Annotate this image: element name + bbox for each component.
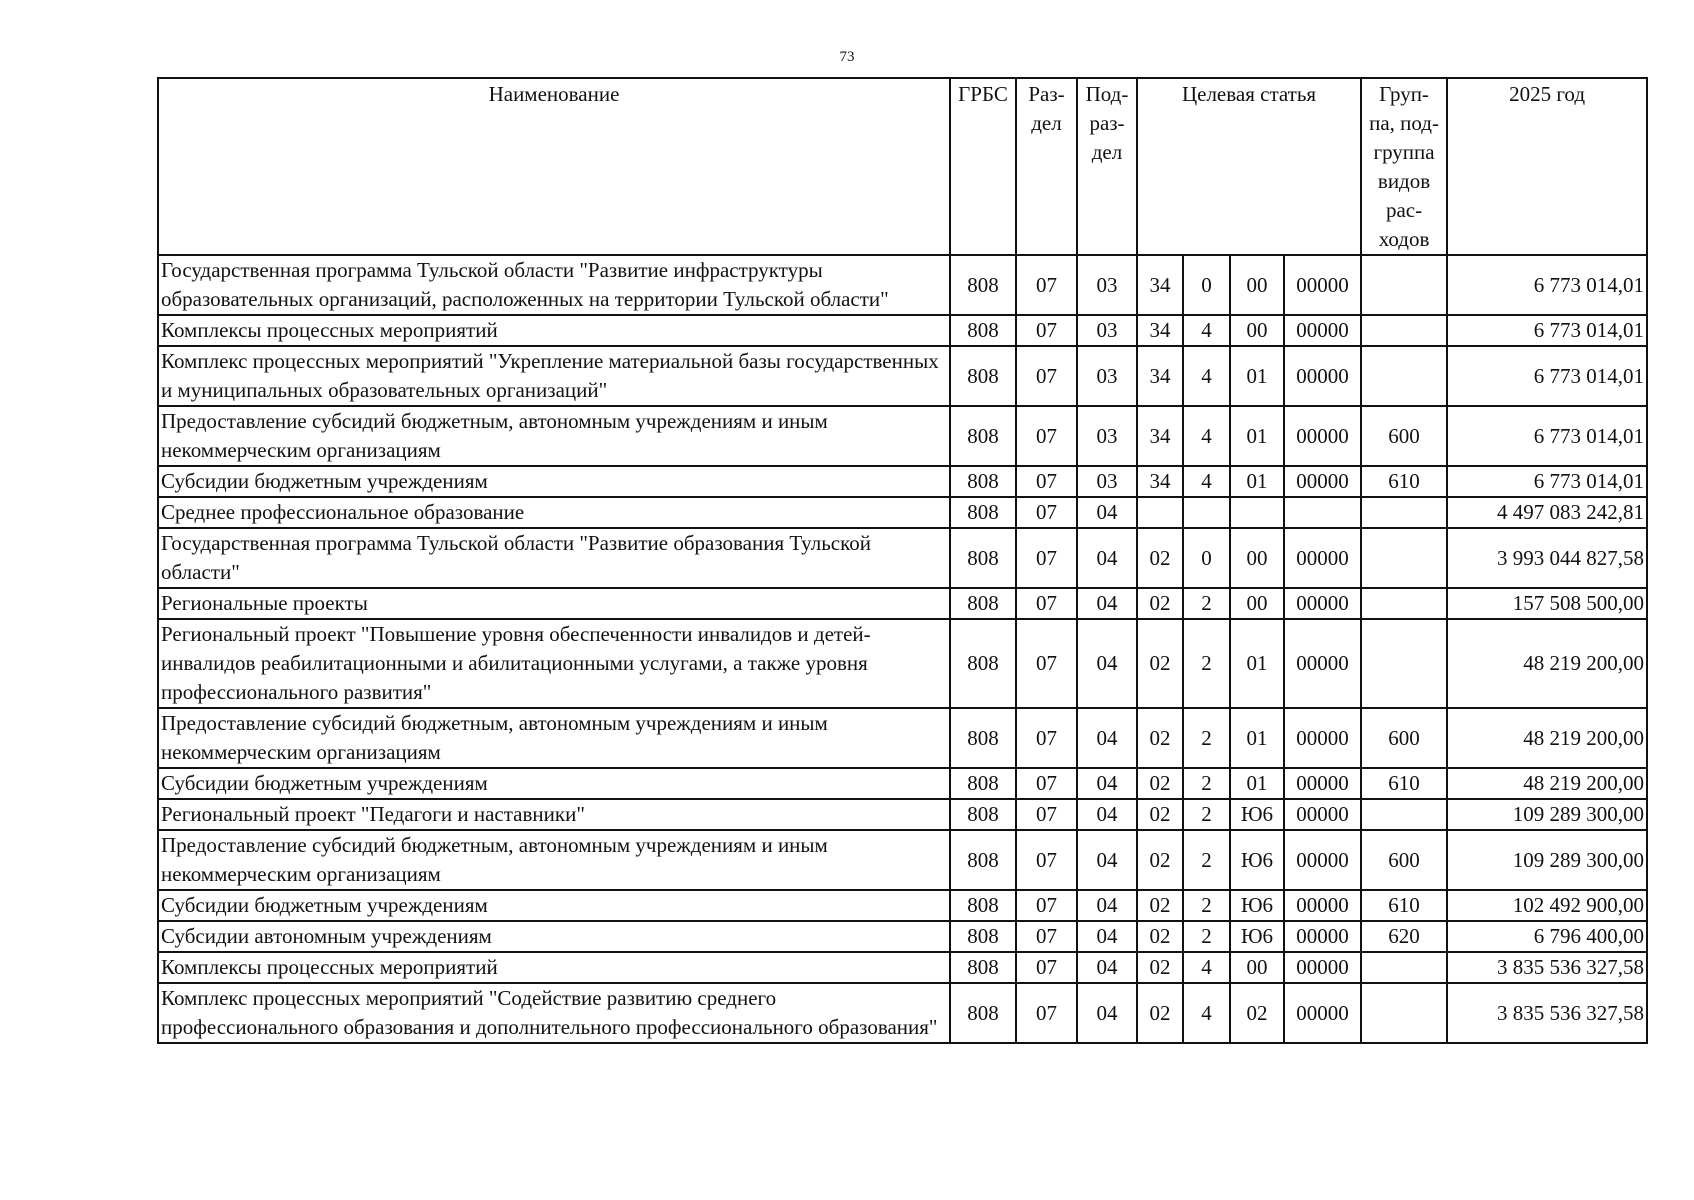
table-row (158, 830, 1647, 890)
row-razdel: 07 (1016, 768, 1077, 799)
row-target-direction: 00000 (1284, 830, 1361, 890)
row-podrazdel: 04 (1077, 497, 1137, 528)
row-podrazdel: 04 (1077, 799, 1137, 830)
row-razdel: 07 (1016, 255, 1077, 315)
row-target-program: 02 (1137, 952, 1183, 983)
row-target-type: 4 (1183, 315, 1230, 346)
row-target-program: 34 (1137, 315, 1183, 346)
row-target-direction: 00000 (1284, 406, 1361, 466)
row-amount: 6 773 014,01 (1447, 346, 1647, 406)
row-podrazdel: 04 (1077, 952, 1137, 983)
row-target-element: Ю6 (1230, 921, 1284, 952)
row-target-direction: 00000 (1284, 528, 1361, 588)
row-target-direction: 00000 (1284, 768, 1361, 799)
row-podrazdel: 04 (1077, 588, 1137, 619)
row-target-direction: 00000 (1284, 619, 1361, 708)
row-name: Субсидии бюджетным учреждениям (158, 466, 950, 497)
row-target-program: 02 (1137, 588, 1183, 619)
row-amount: 3 835 536 327,58 (1447, 983, 1647, 1043)
table-row (158, 466, 1647, 497)
row-target-type: 2 (1183, 708, 1230, 768)
row-target-type: 2 (1183, 619, 1230, 708)
row-target-program: 02 (1137, 921, 1183, 952)
table-row (158, 406, 1647, 466)
row-name: Региональные проекты (158, 588, 950, 619)
row-name: Субсидии бюджетным учреждениям (158, 890, 950, 921)
row-razdel: 07 (1016, 890, 1077, 921)
row-podrazdel: 04 (1077, 983, 1137, 1043)
row-target-program: 02 (1137, 768, 1183, 799)
row-target-program: 02 (1137, 890, 1183, 921)
row-name: Комплекс процессных мероприятий "Укрепление материальной базы государственных и муниципальных образовательных организаций" (158, 346, 950, 406)
row-expense-group (1361, 619, 1447, 708)
row-name: Государственная программа Тульской области "Развитие инфраструктуры образовательных организаций, расположенных на территории Тульской области" (158, 255, 950, 315)
row-grbs: 808 (950, 528, 1016, 588)
row-target-direction: 00000 (1284, 890, 1361, 921)
table-row (158, 619, 1647, 708)
row-name: Среднее профессиональное образование (158, 497, 950, 528)
row-razdel: 07 (1016, 952, 1077, 983)
table-row (158, 983, 1647, 1043)
row-podrazdel: 04 (1077, 708, 1137, 768)
row-target-type: 2 (1183, 830, 1230, 890)
row-name: Предоставление субсидий бюджетным, автономным учреждениям и иным некоммерческим организациям (158, 708, 950, 768)
row-grbs: 808 (950, 708, 1016, 768)
row-podrazdel: 03 (1077, 466, 1137, 497)
row-target-program: 34 (1137, 406, 1183, 466)
row-target-type: 0 (1183, 255, 1230, 315)
row-expense-group (1361, 528, 1447, 588)
header-grbs: ГРБС (950, 78, 1016, 255)
table-row (158, 890, 1647, 921)
row-amount: 102 492 900,00 (1447, 890, 1647, 921)
row-podrazdel: 03 (1077, 255, 1137, 315)
row-razdel: 07 (1016, 528, 1077, 588)
row-grbs: 808 (950, 466, 1016, 497)
header-name: Наименование (158, 78, 950, 255)
row-expense-group (1361, 255, 1447, 315)
row-target-type: 2 (1183, 890, 1230, 921)
table-row (158, 255, 1647, 315)
row-target-type: 2 (1183, 588, 1230, 619)
row-grbs: 808 (950, 799, 1016, 830)
row-grbs: 808 (950, 588, 1016, 619)
row-podrazdel: 03 (1077, 346, 1137, 406)
header-podrazdel: Под- раз- дел (1077, 78, 1137, 255)
table-row (158, 315, 1647, 346)
row-target-type: 4 (1183, 406, 1230, 466)
row-target-element: 00 (1230, 255, 1284, 315)
table-row (158, 588, 1647, 619)
row-expense-group (1361, 799, 1447, 830)
row-target-element: Ю6 (1230, 890, 1284, 921)
row-target-element: 01 (1230, 466, 1284, 497)
row-target-direction: 00000 (1284, 588, 1361, 619)
row-target-element: 00 (1230, 315, 1284, 346)
row-expense-group: 620 (1361, 921, 1447, 952)
row-grbs: 808 (950, 346, 1016, 406)
row-target-direction: 00000 (1284, 952, 1361, 983)
row-expense-group (1361, 983, 1447, 1043)
row-target-direction: 00000 (1284, 346, 1361, 406)
row-name: Субсидии автономным учреждениям (158, 921, 950, 952)
row-amount: 48 219 200,00 (1447, 768, 1647, 799)
row-razdel: 07 (1016, 830, 1077, 890)
row-expense-group (1361, 497, 1447, 528)
header-target-article: Целевая статья (1137, 78, 1361, 255)
row-amount: 109 289 300,00 (1447, 830, 1647, 890)
row-podrazdel: 04 (1077, 921, 1137, 952)
table-row (158, 768, 1647, 799)
row-podrazdel: 03 (1077, 315, 1137, 346)
row-target-direction: 00000 (1284, 708, 1361, 768)
table-row (158, 528, 1647, 588)
row-razdel: 07 (1016, 708, 1077, 768)
row-grbs: 808 (950, 921, 1016, 952)
table-row (158, 952, 1647, 983)
header-razdel: Раз- дел (1016, 78, 1077, 255)
row-target-direction: 00000 (1284, 466, 1361, 497)
row-grbs: 808 (950, 890, 1016, 921)
row-target-program: 34 (1137, 346, 1183, 406)
row-grbs: 808 (950, 768, 1016, 799)
row-amount: 109 289 300,00 (1447, 799, 1647, 830)
row-target-element: 01 (1230, 768, 1284, 799)
row-target-program: 02 (1137, 799, 1183, 830)
row-razdel: 07 (1016, 921, 1077, 952)
row-podrazdel: 04 (1077, 830, 1137, 890)
row-target-direction: 00000 (1284, 255, 1361, 315)
row-target-program: 02 (1137, 619, 1183, 708)
row-target-direction: 00000 (1284, 921, 1361, 952)
row-target-type: 4 (1183, 466, 1230, 497)
header-year-2025: 2025 год (1447, 78, 1647, 255)
row-amount: 6 773 014,01 (1447, 255, 1647, 315)
row-grbs: 808 (950, 406, 1016, 466)
row-target-element: 01 (1230, 708, 1284, 768)
row-target-program: 02 (1137, 708, 1183, 768)
row-target-type: 2 (1183, 921, 1230, 952)
row-target-type: 0 (1183, 528, 1230, 588)
row-target-element: 00 (1230, 588, 1284, 619)
row-name: Предоставление субсидий бюджетным, автономным учреждениям и иным некоммерческим организациям (158, 830, 950, 890)
row-name: Комплексы процессных мероприятий (158, 315, 950, 346)
row-podrazdel: 03 (1077, 406, 1137, 466)
row-target-direction: 00000 (1284, 983, 1361, 1043)
row-name: Государственная программа Тульской области "Развитие образования Тульской области" (158, 528, 950, 588)
row-target-element: Ю6 (1230, 799, 1284, 830)
header-row (158, 78, 1647, 255)
row-expense-group: 610 (1361, 768, 1447, 799)
row-amount: 48 219 200,00 (1447, 619, 1647, 708)
row-name: Комплекс процессных мероприятий "Содействие развитию среднего профессионального образования и дополнительного профессионального образования" (158, 983, 950, 1043)
row-podrazdel: 04 (1077, 768, 1137, 799)
row-razdel: 07 (1016, 588, 1077, 619)
row-podrazdel: 04 (1077, 890, 1137, 921)
row-amount: 6 773 014,01 (1447, 406, 1647, 466)
row-target-type (1183, 497, 1230, 528)
row-target-direction: 00000 (1284, 315, 1361, 346)
row-target-element: 01 (1230, 406, 1284, 466)
row-target-program (1137, 497, 1183, 528)
row-target-direction (1284, 497, 1361, 528)
row-target-type: 4 (1183, 952, 1230, 983)
row-target-type: 2 (1183, 768, 1230, 799)
row-target-program: 02 (1137, 528, 1183, 588)
row-name: Региональный проект "Повышение уровня обеспеченности инвалидов и детей-инвалидов реабилитационными и абилитационными услугами, а также уровня профессионального развития" (158, 619, 950, 708)
row-grbs: 808 (950, 619, 1016, 708)
row-grbs: 808 (950, 315, 1016, 346)
row-target-element: 00 (1230, 528, 1284, 588)
table-row (158, 497, 1647, 528)
row-target-type: 2 (1183, 799, 1230, 830)
row-amount: 3 993 044 827,58 (1447, 528, 1647, 588)
row-target-element: 01 (1230, 619, 1284, 708)
row-target-element (1230, 497, 1284, 528)
row-name: Региональный проект "Педагоги и наставники" (158, 799, 950, 830)
row-target-type: 4 (1183, 983, 1230, 1043)
row-podrazdel: 04 (1077, 528, 1137, 588)
row-razdel: 07 (1016, 619, 1077, 708)
row-expense-group (1361, 588, 1447, 619)
row-razdel: 07 (1016, 799, 1077, 830)
row-razdel: 07 (1016, 983, 1077, 1043)
row-target-direction: 00000 (1284, 799, 1361, 830)
row-razdel: 07 (1016, 466, 1077, 497)
row-expense-group: 600 (1361, 406, 1447, 466)
budget-table (157, 77, 1648, 1044)
row-amount: 6 773 014,01 (1447, 466, 1647, 497)
row-grbs: 808 (950, 983, 1016, 1043)
row-name: Предоставление субсидий бюджетным, автономным учреждениям и иным некоммерческим организациям (158, 406, 950, 466)
row-expense-group: 610 (1361, 890, 1447, 921)
row-target-element: Ю6 (1230, 830, 1284, 890)
row-amount: 6 773 014,01 (1447, 315, 1647, 346)
page-number: 73 (839, 49, 855, 65)
row-grbs: 808 (950, 255, 1016, 315)
row-razdel: 07 (1016, 406, 1077, 466)
row-expense-group: 600 (1361, 708, 1447, 768)
header-expense-group: Груп- па, под- группа видов рас- ходов (1361, 78, 1447, 255)
row-expense-group (1361, 315, 1447, 346)
row-amount: 4 497 083 242,81 (1447, 497, 1647, 528)
row-amount: 157 508 500,00 (1447, 588, 1647, 619)
row-amount: 3 835 536 327,58 (1447, 952, 1647, 983)
row-grbs: 808 (950, 497, 1016, 528)
row-razdel: 07 (1016, 346, 1077, 406)
row-razdel: 07 (1016, 315, 1077, 346)
row-name: Комплексы процессных мероприятий (158, 952, 950, 983)
row-target-program: 34 (1137, 255, 1183, 315)
row-grbs: 808 (950, 952, 1016, 983)
row-grbs: 808 (950, 830, 1016, 890)
table-body (158, 255, 1647, 1043)
row-target-element: 00 (1230, 952, 1284, 983)
row-expense-group: 610 (1361, 466, 1447, 497)
row-target-program: 02 (1137, 983, 1183, 1043)
row-amount: 6 796 400,00 (1447, 921, 1647, 952)
row-podrazdel: 04 (1077, 619, 1137, 708)
row-target-element: 01 (1230, 346, 1284, 406)
row-razdel: 07 (1016, 497, 1077, 528)
row-target-type: 4 (1183, 346, 1230, 406)
table-row (158, 708, 1647, 768)
row-expense-group (1361, 952, 1447, 983)
table-row (158, 799, 1647, 830)
row-target-program: 34 (1137, 466, 1183, 497)
row-target-program: 02 (1137, 830, 1183, 890)
row-expense-group: 600 (1361, 830, 1447, 890)
table-row (158, 346, 1647, 406)
table-row (158, 921, 1647, 952)
row-name: Субсидии бюджетным учреждениям (158, 768, 950, 799)
row-amount: 48 219 200,00 (1447, 708, 1647, 768)
row-expense-group (1361, 346, 1447, 406)
row-target-element: 02 (1230, 983, 1284, 1043)
